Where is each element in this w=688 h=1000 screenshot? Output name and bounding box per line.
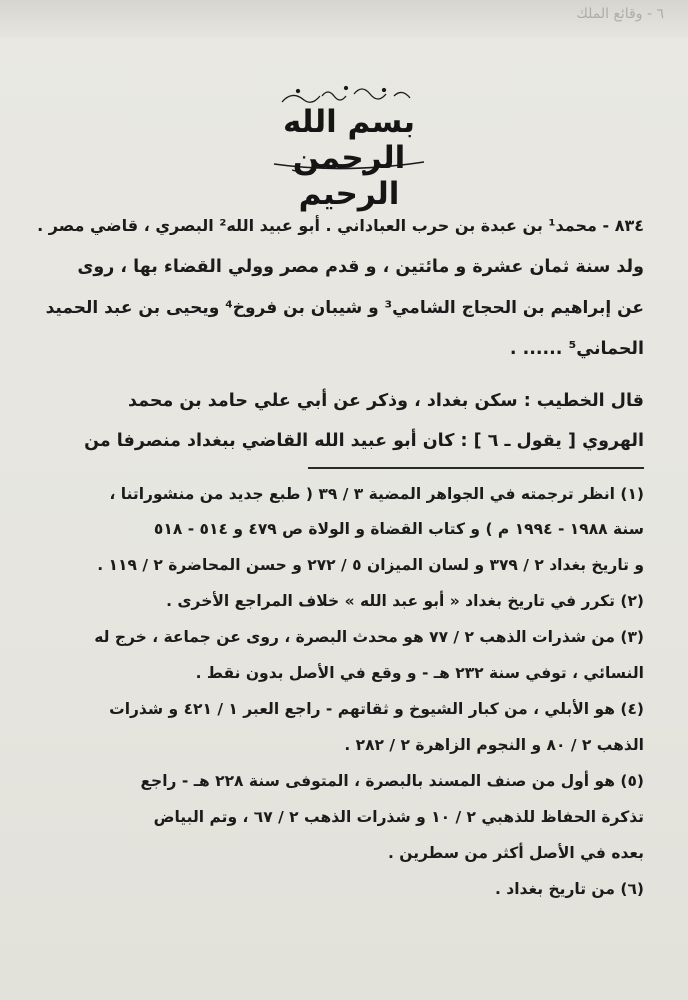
- footnote-line: تذكرة الحفاظ للذهبي ٢ / ١٠ و شذرات الذهب ٢ / ٦٧ ، وتم البياض: [153, 808, 644, 826]
- basmala-text: بسم الله الرحمن الرحيم: [282, 104, 415, 212]
- footnote-line: (٦) من تاريخ بغداد .: [494, 880, 644, 898]
- footnote-line: الذهب ٢ / ٨٠ و النجوم الزاهرة ٢ / ٢٨٢ .: [344, 736, 644, 754]
- footnote-line: (٣) من شذرات الذهب ٢ / ٧٧ هو محدث البصرة ، روى عن جماعة ، خرج له: [94, 628, 644, 646]
- footnote-line: (٤) هو الأبلي ، من كبار الشيوخ و ثقاتهم - راجع العبر ١ / ٤٢١ و شذرات: [109, 700, 644, 718]
- footnote-line: (٢) تكرر في تاريخ بغداد « أبو عبد الله » خلاف المراجع الأخرى .: [166, 592, 644, 610]
- main-text-line: قال الخطيب : سكن بغداد ، وذكر عن أبي علي حامد بن محمد: [128, 391, 644, 411]
- footnote-divider: [308, 467, 644, 469]
- footnote-line: النسائي ، توفي سنة ٢٣٢ هـ - و وقع في الأصل بدون نقط .: [195, 664, 644, 682]
- footnote-line: (٥) هو أول من صنف المسند بالبصرة ، المتوفى سنة ٢٢٨ هـ - راجع: [140, 772, 644, 790]
- main-text-line: الهروي [ يقول ـ ٦ ] : كان أبو عبيد الله القاضي ببغداد منصرفا من: [84, 431, 644, 451]
- main-text-line: عن إبراهيم بن الحجاج الشامي³ و شيبان بن فروخ⁴ ويحيى بن عبد الحميد: [45, 298, 644, 318]
- main-text-line: الحماني⁵ ...... .: [509, 339, 644, 359]
- edge-bleed-text: ٦ - وقائع الملك: [576, 6, 664, 22]
- footnote-line: و تاريخ بغداد ٢ / ٣٧٩ و لسان الميزان ٥ / ٢٧٢ و حسن المحاضرة ٢ / ١١٩ .: [97, 556, 644, 574]
- footnote-line: سنة ١٩٨٨ - ١٩٩٤ م ) و كتاب القضاة و الولاة ص ٤٧٩ و ٥١٤ - ٥١٨: [153, 520, 644, 538]
- footnote-line: بعده في الأصل أكثر من سطرين .: [387, 844, 644, 862]
- main-text-line: ولد سنة ثمان عشرة و مائتين ، و قدم مصر وولي القضاء بها ، روى: [77, 257, 644, 277]
- footnote-line: (١) انظر ترجمته في الجواهر المضية ٣ / ٣٩ ( طبع جديد من منشوراتنا ،: [109, 485, 644, 503]
- main-text-line: ٨٣٤ - محمد¹ بن عبدة بن حرب العباداني . أبو عبيد الله² البصري ، قاضي مصر .: [37, 216, 644, 235]
